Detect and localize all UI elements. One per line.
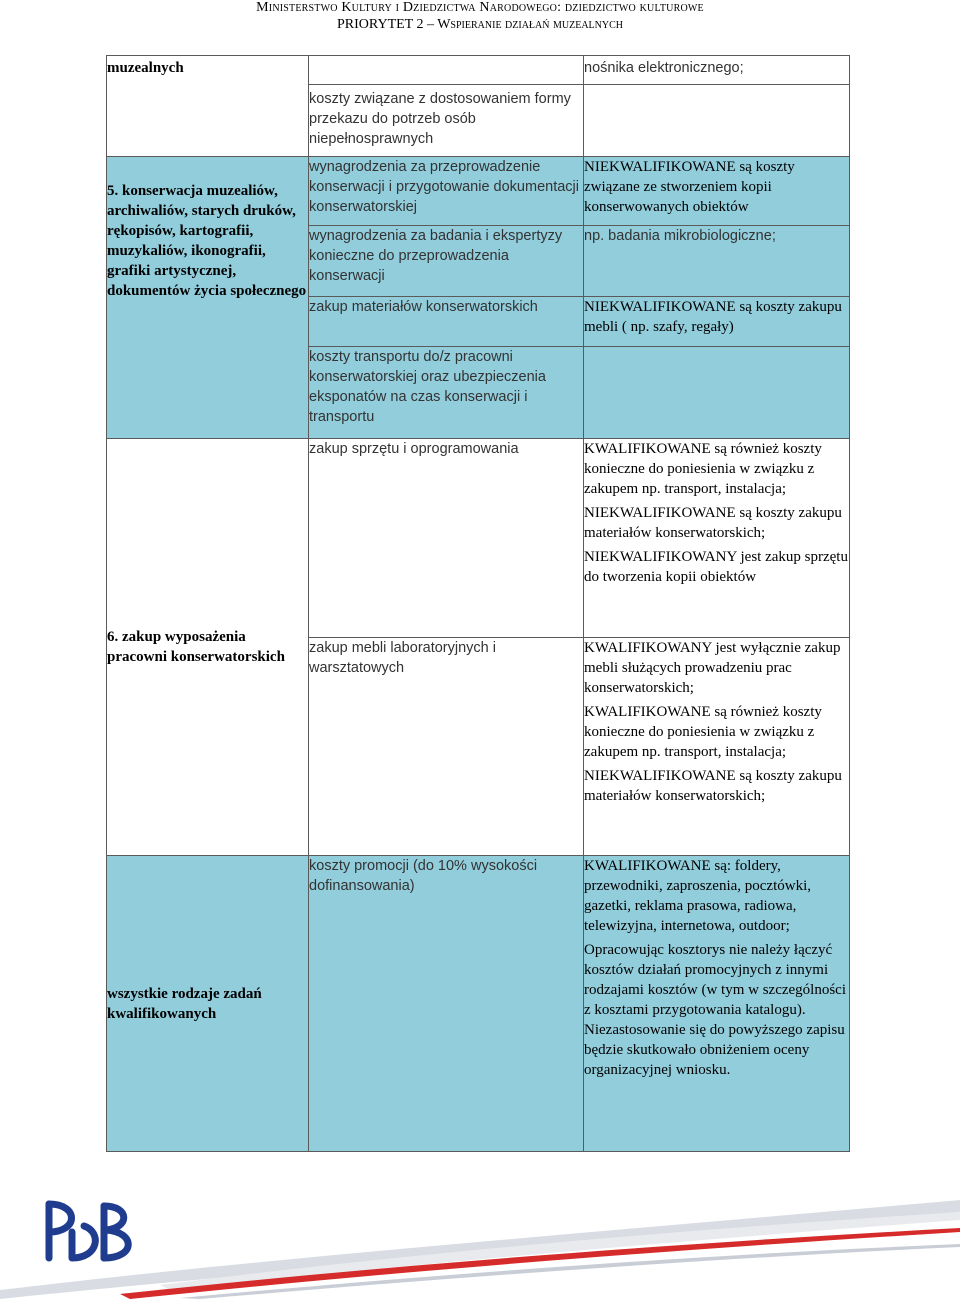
note-cell bbox=[584, 439, 850, 638]
note-text: NIEKWALIFIKOWANE są koszty związane ze stworzeniem kopii konserwowanych obiektów bbox=[584, 159, 795, 215]
cost-text: koszty związane z dostosowaniem formy przekazu do potrzeb osób niepełnosprawnych bbox=[309, 91, 571, 147]
category-label: wszystkie rodzaje zadań kwalifikowanych bbox=[107, 985, 262, 1022]
category-cell-all-tasks bbox=[107, 856, 309, 1152]
note-cell bbox=[584, 297, 850, 347]
category-label: muzealnych bbox=[107, 60, 184, 76]
cost-cell bbox=[309, 297, 584, 347]
cost-text: zakup mebli laboratoryjnych i warsztatowych bbox=[309, 640, 496, 676]
note-paragraph: KWALIFIKOWANY jest wyłącznie zakup mebli służących prowadzeniu prac konserwatorskich; bbox=[584, 640, 841, 696]
category-cell-equipment bbox=[107, 439, 309, 856]
cost-text: wynagrodzenia za badania i ekspertyzy konieczne do przeprowadzenia konserwacji bbox=[309, 228, 563, 284]
cost-cell bbox=[309, 226, 584, 297]
category-cell-conservation bbox=[107, 157, 309, 439]
cost-cell bbox=[309, 157, 584, 226]
cost-text: wynagrodzenia za przeprowadzenie konserwacji i przygotowanie dokumentacji konserwatorskiej bbox=[309, 159, 579, 215]
note-cell bbox=[584, 638, 850, 856]
note-paragraph: KWALIFIKOWANE są również koszty konieczne do poniesienia w związku z zakupem np. transport, instalacja; bbox=[584, 441, 822, 497]
note-paragraph: NIEKWALIFIKOWANY jest zakup sprzętu do tworzenia kopii obiektów bbox=[584, 549, 848, 585]
note-cell bbox=[584, 56, 850, 85]
cost-text: koszty transportu do/z pracowni konserwatorskiej oraz ubezpieczenia eksponatów na czas konserwacji i transportu bbox=[309, 349, 546, 425]
note-paragraph: Opracowując kosztorys nie należy łączyć kosztów działań promocyjnych z innymi rodzajami kosztów (w tym w szczególności z kosztami przygotowania katalogu). Niezastosowanie się do powyższego zapisu będzie skutkowało obniżeniem oceny organizacyjnej wniosku. bbox=[584, 942, 847, 1078]
category-label: 5. konserwacja muzealiów, archiwaliów, starych druków, rękopisów, kartografii, muzykaliów, ikonografii, grafiki artystycznej, dokumentów życia społecznego bbox=[107, 183, 307, 299]
cost-text: zakup sprzętu i oprogramowania bbox=[309, 441, 519, 457]
note-paragraph: KWALIFIKOWANE są również koszty konieczne do poniesienia w związku z zakupem np. transport, instalacja; bbox=[584, 704, 822, 760]
pdb-logo-icon bbox=[44, 1196, 154, 1266]
cost-table bbox=[106, 55, 850, 1152]
note-paragraph: NIEKWALIFIKOWANE są koszty zakupu materiałów konserwatorskich; bbox=[584, 505, 842, 541]
category-cell-continued bbox=[107, 56, 309, 157]
note-paragraph: KWALIFIKOWANE są: foldery, przewodniki, zaproszenia, pocztówki, gazetki, reklama prasowa, radiowa, telewizyjna, internetowa, outdoor; bbox=[584, 858, 811, 934]
note-text: np. badania mikrobiologiczne; bbox=[584, 228, 776, 244]
category-label: 6. zakup wyposażenia pracowni konserwatorskich bbox=[107, 629, 285, 665]
note-cell-empty bbox=[584, 347, 850, 439]
cost-text: zakup materiałów konserwatorskich bbox=[309, 299, 538, 315]
header-ministry: Ministerstwo Kultury i Dziedzictwa Narodowego: dziedzictwo kulturowe bbox=[256, 0, 704, 15]
note-text: nośnika elektronicznego; bbox=[584, 60, 744, 76]
empty-note-cell bbox=[584, 85, 850, 157]
cost-cell bbox=[309, 439, 584, 638]
cost-cell bbox=[309, 347, 584, 439]
note-cell bbox=[584, 856, 850, 1152]
note-paragraph: NIEKWALIFIKOWANE są koszty zakupu materiałów konserwatorskich; bbox=[584, 768, 842, 804]
empty-cost-cell bbox=[309, 56, 584, 85]
note-cell bbox=[584, 226, 850, 297]
header-priority: PRIORYTET 2 – Wspieranie działań muzealnych bbox=[337, 17, 623, 32]
cost-cell bbox=[309, 638, 584, 856]
cost-text: koszty promocji (do 10% wysokości dofinansowania) bbox=[309, 858, 538, 894]
note-text: NIEKWALIFIKOWANE są koszty zakupu mebli ( np. szafy, regały) bbox=[584, 299, 842, 335]
pdb-logo bbox=[44, 1196, 154, 1271]
note-cell bbox=[584, 157, 850, 226]
cost-cell bbox=[309, 856, 584, 1152]
cost-cell bbox=[309, 85, 584, 157]
